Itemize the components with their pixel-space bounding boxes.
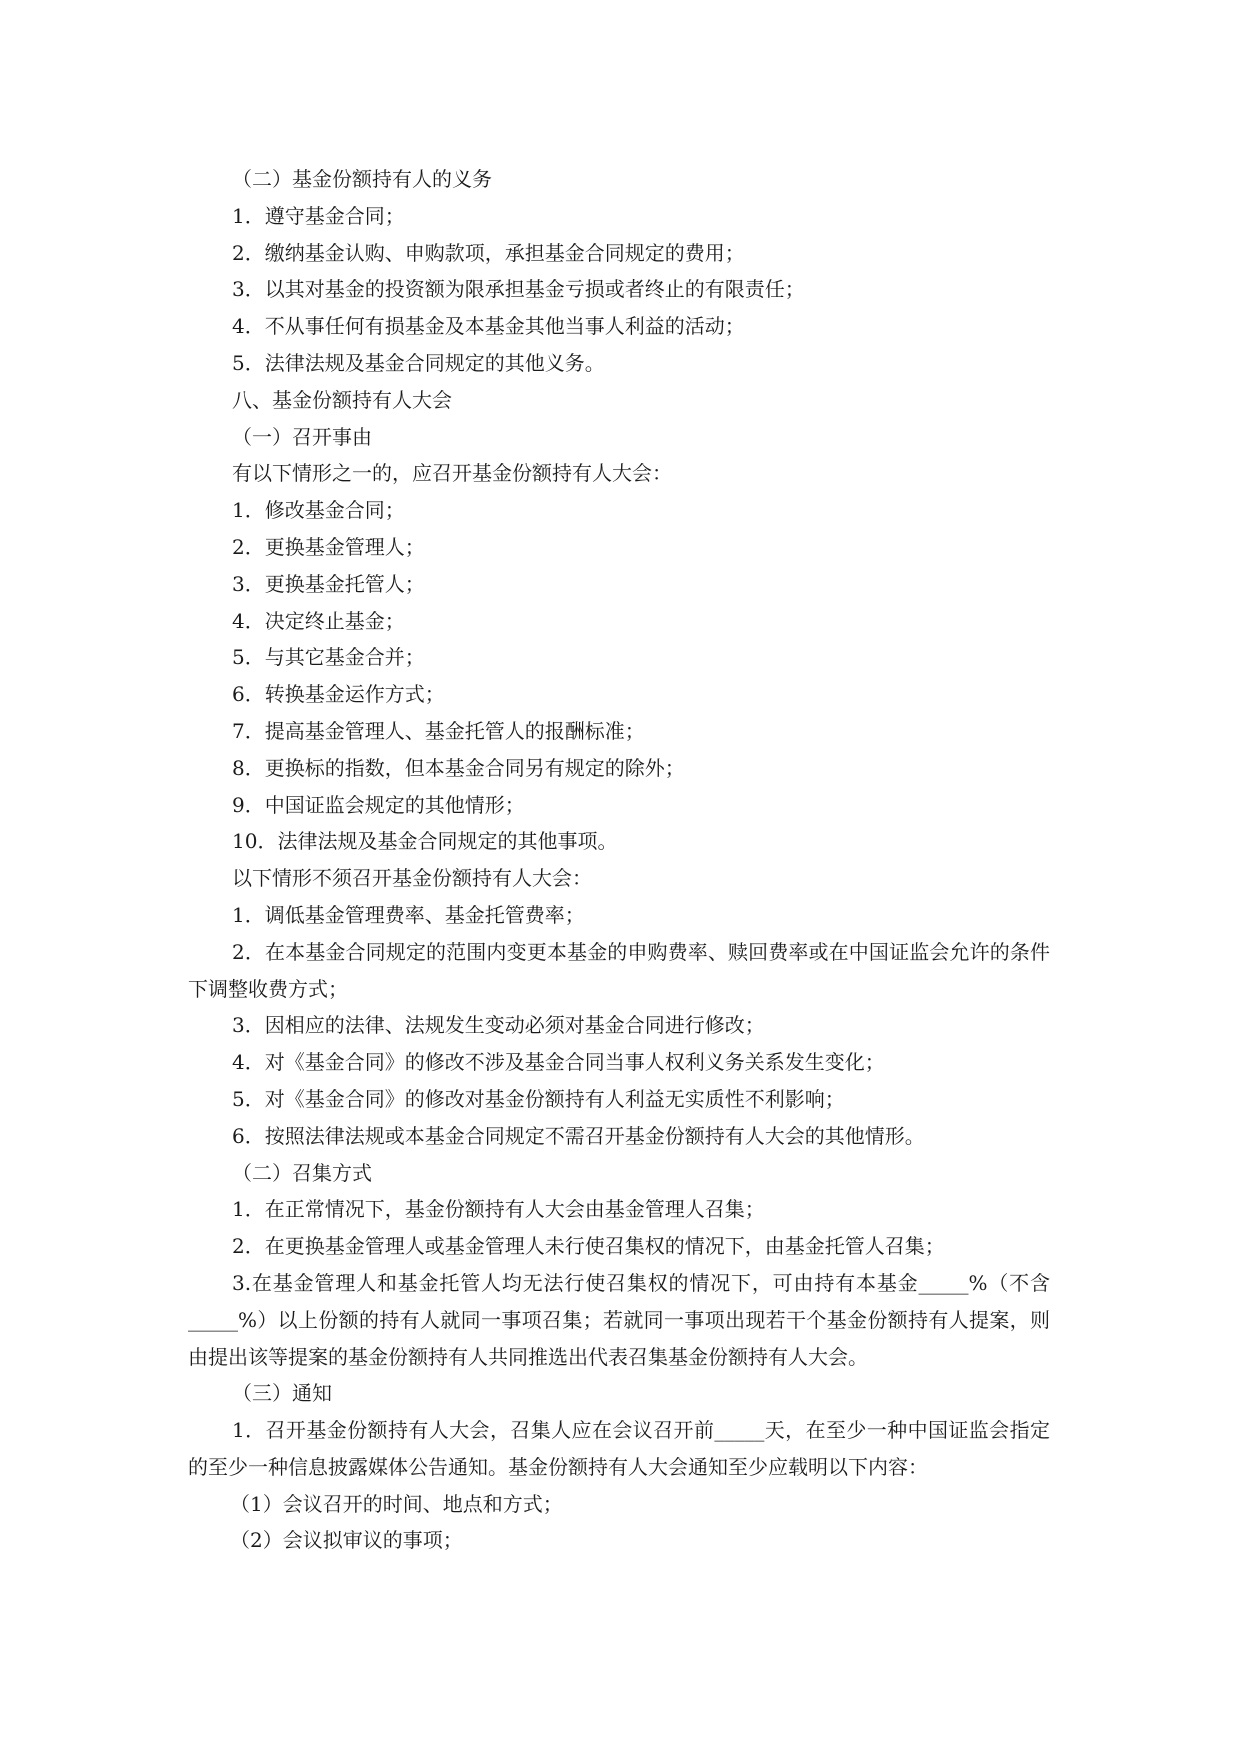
section-heading: （一）召开事由 [232,424,372,449]
list-item: 4．不从事任何有损基金及本基金其他当事人利益的活动； [232,314,745,339]
list-item: 1．召开基金份额持有人大会，召集人应在会议召开前_____天，在至少一种中国证监会指定的至少一种信息披露媒体公告通知。基金份额持有人大会通知至少应载明以下内容： [188,1418,1050,1479]
list-item: 7．提高基金管理人、基金托管人的报酬标准； [232,718,645,743]
list-item: 8．更换标的指数，但本基金合同另有规定的除外； [232,755,685,780]
section-heading: （二）基金份额持有人的义务 [232,167,492,191]
section-heading: （二）召集方式 [232,1160,372,1185]
document-body [188,161,1050,1559]
list-item: 1．在正常情况下，基金份额持有人大会由基金管理人召集； [232,1197,765,1222]
list-item: （1）会议召开的时间、地点和方式； [230,1491,563,1516]
list-item: 6．转换基金运作方式； [232,682,445,707]
paragraph: 有以下情形之一的，应召开基金份额持有人大会： [232,461,672,486]
list-item: 2．在本基金合同规定的范围内变更本基金的申购费率、赎回费率或在中国证监会允许的条件下调整收费方式； [188,939,1050,1001]
section-heading: （三）通知 [232,1381,332,1406]
list-item: 3．以其对基金的投资额为限承担基金亏损或者终止的有限责任； [232,277,805,302]
list-item: 3．因相应的法律、法规发生变动必须对基金合同进行修改； [232,1013,765,1038]
list-item: 6．按照法律法规或本基金合同规定不需召开基金份额持有人大会的其他情形。 [232,1123,925,1148]
list-item: 9．中国证监会规定的其他情形； [232,792,525,817]
list-item: 2．在更换基金管理人或基金管理人未行使召集权的情况下，由基金托管人召集； [232,1234,945,1259]
list-item: 4．对《基金合同》的修改不涉及基金合同当事人权利义务关系发生变化； [232,1050,885,1075]
list-item: 2．缴纳基金认购、申购款项，承担基金合同规定的费用； [232,240,745,265]
chapter-heading: 八、基金份额持有人大会 [232,387,452,412]
list-item: 3．更换基金托管人； [232,571,425,596]
list-item: 1．修改基金合同； [232,498,405,523]
list-item: 5．法律法规及基金合同规定的其他义务。 [232,350,605,375]
list-item: （2）会议拟审议的事项； [230,1528,463,1553]
list-item: 5．与其它基金合并； [232,645,425,670]
list-item: 10．法律法规及基金合同规定的其他事项。 [232,829,618,854]
list-item: 3.在基金管理人和基金托管人均无法行使召集权的情况下，可由持有本基金_____%（不含_____%）以上份额的持有人就同一事项召集；若就同一事项出现若干个基金份额持有人提案，则由提出该等提案的基金份额持有人共同推选出代表召集基金份额持有人大会。 [188,1270,1050,1369]
list-item: 4．决定终止基金； [232,608,405,633]
list-item: 1．调低基金管理费率、基金托管费率； [232,902,585,927]
list-item: 1．遵守基金合同； [232,203,405,228]
list-item: 2．更换基金管理人； [232,534,425,559]
list-item: 5．对《基金合同》的修改对基金份额持有人利益无实质性不利影响； [232,1086,845,1111]
paragraph: 以下情形不须召开基金份额持有人大会： [232,866,592,891]
